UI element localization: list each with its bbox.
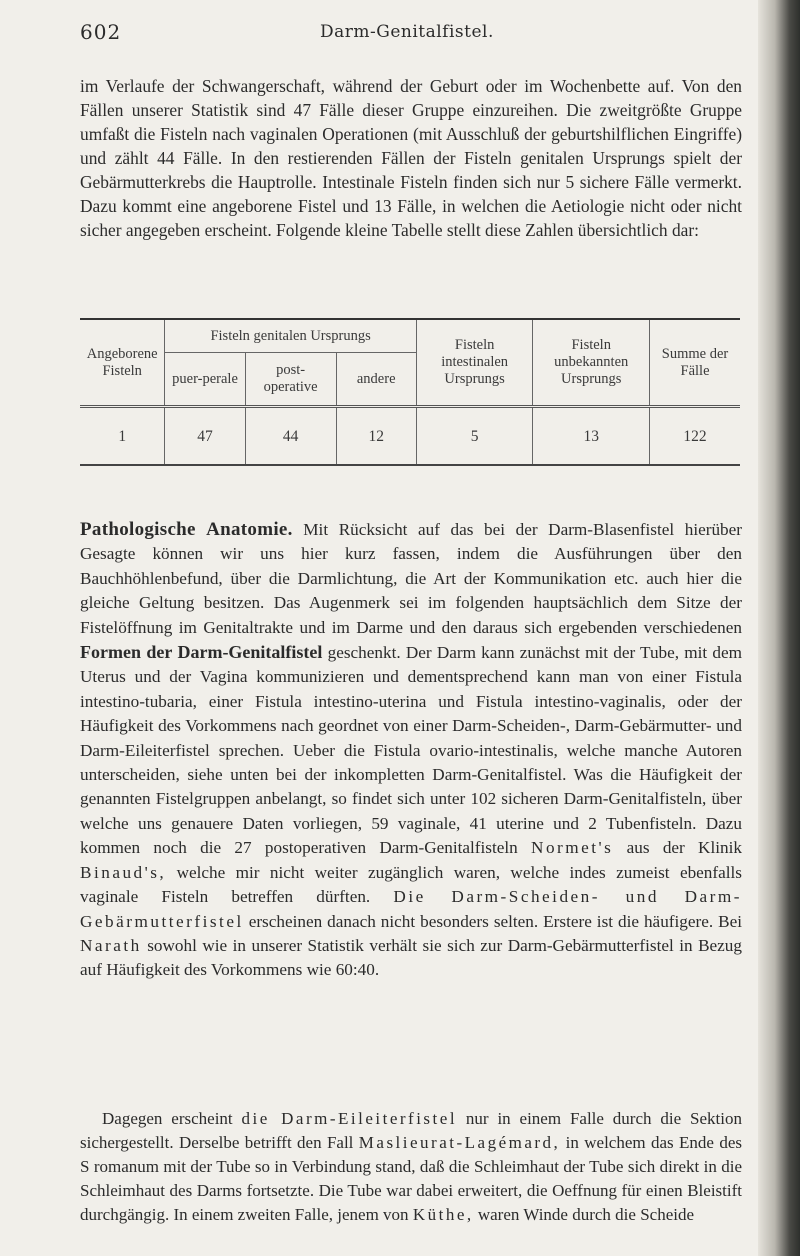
cell-congenital: 1 (80, 407, 165, 466)
header-puerperal: puer-perale (165, 353, 245, 407)
page-number: 602 (80, 20, 122, 44)
header-genital-origin: Fisteln genitalen Ursprungs (165, 319, 416, 353)
header-congenital: Angeborene Fisteln (80, 319, 165, 407)
spaced-phrase: die Darm-Eileiterfistel (241, 1109, 458, 1128)
header-other: andere (336, 353, 416, 407)
author-name: Küthe, (412, 1205, 474, 1224)
author-name: Narath (80, 935, 142, 955)
text-run: sowohl wie in unserer Statistik verhält sie sich zur Darm-Gebärmutterfistel in Bezug auf Häufigkeit des Vorkommens wie 60:40. (80, 935, 742, 980)
pathology-paragraph (80, 518, 742, 983)
tubal-fistula-paragraph (80, 1107, 742, 1227)
fistula-statistics-table (80, 318, 740, 466)
header-unknown: Fisteln unbekannten Ursprungs (533, 319, 650, 407)
running-title: Darm-Genitalfistel. (320, 22, 494, 42)
cell-total: 122 (650, 407, 740, 466)
author-name: Maslieurat-Lagémard, (358, 1133, 561, 1152)
text-run: waren Winde durch die Scheide (473, 1205, 695, 1224)
author-name: Normet's (531, 838, 614, 858)
bold-phrase: Formen der Darm-Genitalfistel (80, 642, 323, 663)
text-run: erscheinen danach nicht besonders selten. Erstere ist die häufigere. Bei (243, 911, 742, 931)
cell-puerperal: 47 (165, 407, 245, 466)
running-head (80, 20, 740, 50)
text-run: in welchem das Ende des S romanum mit der Tube so in Verbindung stand, daß die Schleimhaut der Tube sich direkt in die Schleimhaut des Darms fortsetzte. Die Tube war dabei erweitert, die Oeffnung für einen Bleistift durchgängig. In einem zweiten Falle, jenem von (80, 1133, 742, 1224)
intro-paragraph: im Verlaufe der Schwangerschaft, während der Geburt oder im Wochenbette auf. Von den Fällen unserer Statistik sind 47 Fälle dieser Gruppe einzureihen. Die zweitgrößte Gruppe umfaßt die Fisteln nach vaginalen Operationen (mit Ausschluß der geburtshilflichen Eingriffe) und zählt 44 Fälle. In den restierenden Fällen der Fisteln genitalen Ursprungs spielt der Gebärmutterkrebs die Hauptrolle. Intestinale Fisteln finden sich nur 5 sichere Fälle vermerkt. Dazu kommt eine angeborene Fistel und 13 Fälle, in welchen die Aetiologie nicht oder nicht sicher angegeben erscheint. Folgende kleine Tabelle stellt diese Zahlen übersichtlich dar: (80, 76, 742, 240)
cell-unknown: 13 (533, 407, 650, 466)
header-intestinal: Fisteln intestinalen Ursprungs (416, 319, 533, 407)
page-edge-shadow (758, 0, 800, 1256)
cell-intestinal: 5 (416, 407, 533, 466)
text-run: geschenkt. Der Darm kann zunächst mit der Tube, mit dem Uterus und der Vagina kommunizieren und dementsprechend kann man von einer Fistula intestino-tubaria, einer Fistula intestino-uterina und Fistula intestino-vaginalis, oder der Häufigkeit des Vorkommens nach geordnet von einer Darm-Scheiden-, Darm-Gebärmutter- und Darm-Eileiterfistel sprechen. Ueber die Fistula ovario-intestinalis, welche manche Autoren unterscheiden, siehe unten bei der inkompletten Darm-Genitalfistel. Was die Häufigkeit der genannten Fistelgruppen anbelangt, so findet sich unter 102 sicheren Darm-Genitalfisteln, über welche uns genauere Daten vorliegen, 59 vaginale, 41 uterine und 2 Tubenfisteln. Dazu kommen noch die 27 postoperativen Darm-Genitalfisteln (80, 643, 742, 858)
cell-other: 12 (336, 407, 416, 466)
text-run: Mit Rücksicht auf das bei der Darm-Blasenfistel hierüber Gesagte können wir uns hier kurz fassen, indem die Ausführungen über den Bauchhöhlenbefund, über die Darmlichtung, die Art der Kommunikation etc. auch hier die gleiche Geltung besitzen. Das Augenmerk sei im folgenden hauptsächlich dem Sitze der Fistelöffnung im Genitaltrakte und im Darme und den daraus sich ergebenden verschiedenen (80, 520, 743, 637)
table-row (80, 407, 740, 466)
cell-postoperative: 44 (245, 407, 336, 466)
header-total: Summe der Fälle (650, 319, 740, 407)
header-postoperative: post-operative (245, 353, 336, 407)
text-run: aus der Klinik (613, 838, 742, 858)
author-name: Binaud's, (80, 862, 167, 882)
text-run: welche mir nicht weiter zugänglich waren, welche indes zumeist ebenfalls vaginale Fisteln betreffen dürften. (80, 862, 742, 907)
section-heading: Pathologische Anatomie. (80, 519, 293, 540)
text-run: nur in einem Falle durch die Sektion sichergestellt. Derselbe betrifft den Fall (80, 1109, 742, 1152)
text-run: Dagegen erscheint (102, 1109, 242, 1128)
spaced-phrase: Die Darm-Scheiden- und Darm-Gebärmutterfistel (80, 887, 742, 931)
